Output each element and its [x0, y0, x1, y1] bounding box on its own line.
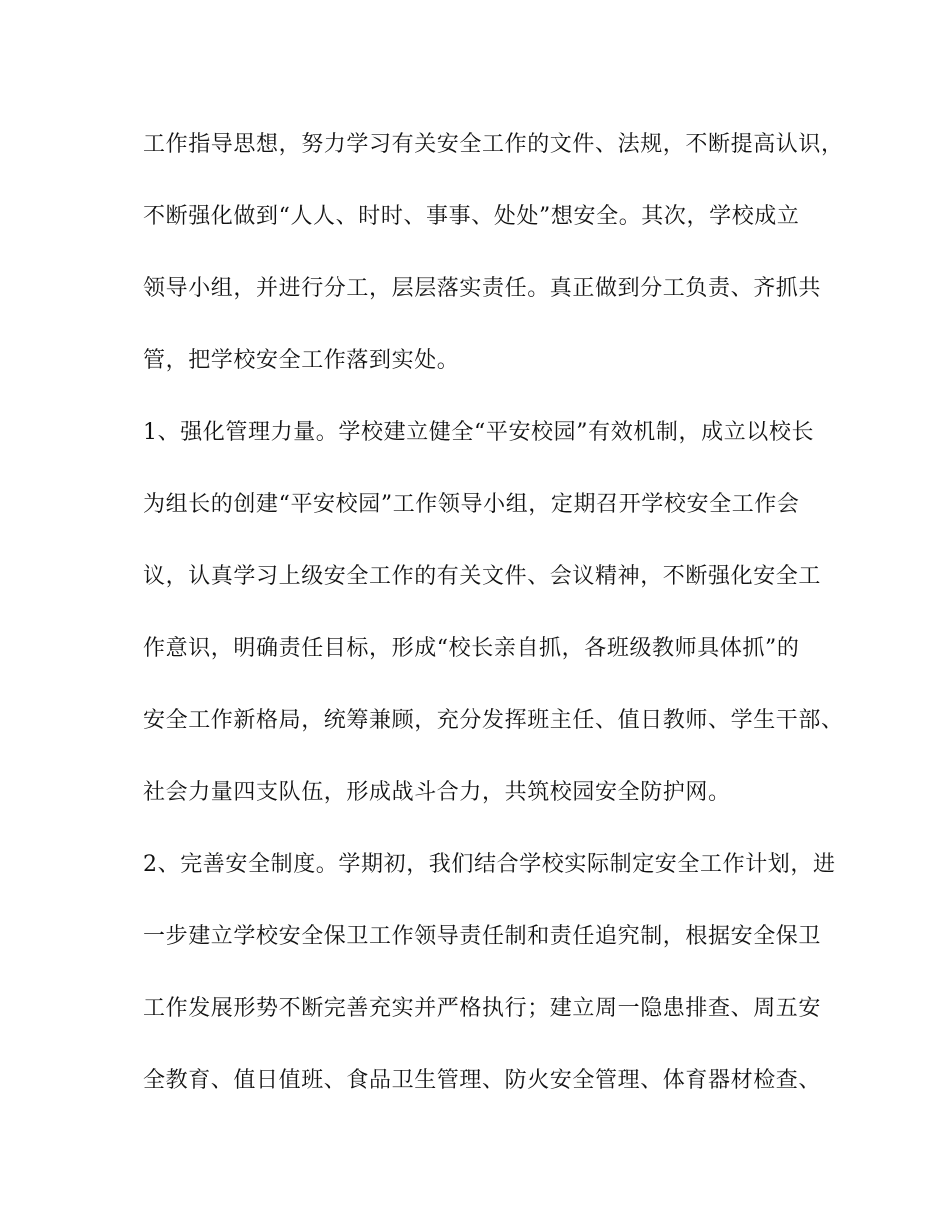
- text-line: 不断强化做到“人人、时时、事事、处处”想安全。其次，学校成立: [143, 204, 800, 229]
- text-line: 2、完善安全制度。学期初，我们结合学校实际制定安全工作计划，进: [143, 852, 836, 877]
- text-line: 工作发展形势不断完善充实并严格执行；建立周一隐患排查、周五安: [143, 996, 822, 1021]
- text-line: 社会力量四支队伍，形成战斗合力，共筑校园安全防护网。: [143, 780, 731, 805]
- text-line: 作意识，明确责任目标，形成“校长亲自抓，各班级教师具体抓”的: [143, 636, 800, 661]
- text-line: 工作指导思想，努力学习有关安全工作的文件、法规，不断提高认识，: [143, 132, 844, 157]
- text-line: 安全工作新格局，统筹兼顾，充分发挥班主任、值日教师、学生干部、: [143, 708, 844, 733]
- text-line: 领导小组，并进行分工，层层落实责任。真正做到分工负责、齐抓共: [143, 276, 822, 301]
- text-line: 议，认真学习上级安全工作的有关文件、会议精神，不断强化安全工: [143, 564, 822, 589]
- text-line: 全教育、值日值班、食品卫生管理、防火安全管理、体育器材检查、: [143, 1068, 822, 1093]
- text-line: 管，把学校安全工作落到实处。: [143, 348, 460, 373]
- text-line: 一步建立学校安全保卫工作领导责任制和责任追究制，根据安全保卫: [143, 924, 822, 949]
- text-line: 为组长的创建“平安校园”工作领导小组，定期召开学校安全工作会: [143, 492, 800, 517]
- text-line: 1、强化管理力量。学校建立健全“平安校园”有效机制，成立以校长: [143, 420, 815, 445]
